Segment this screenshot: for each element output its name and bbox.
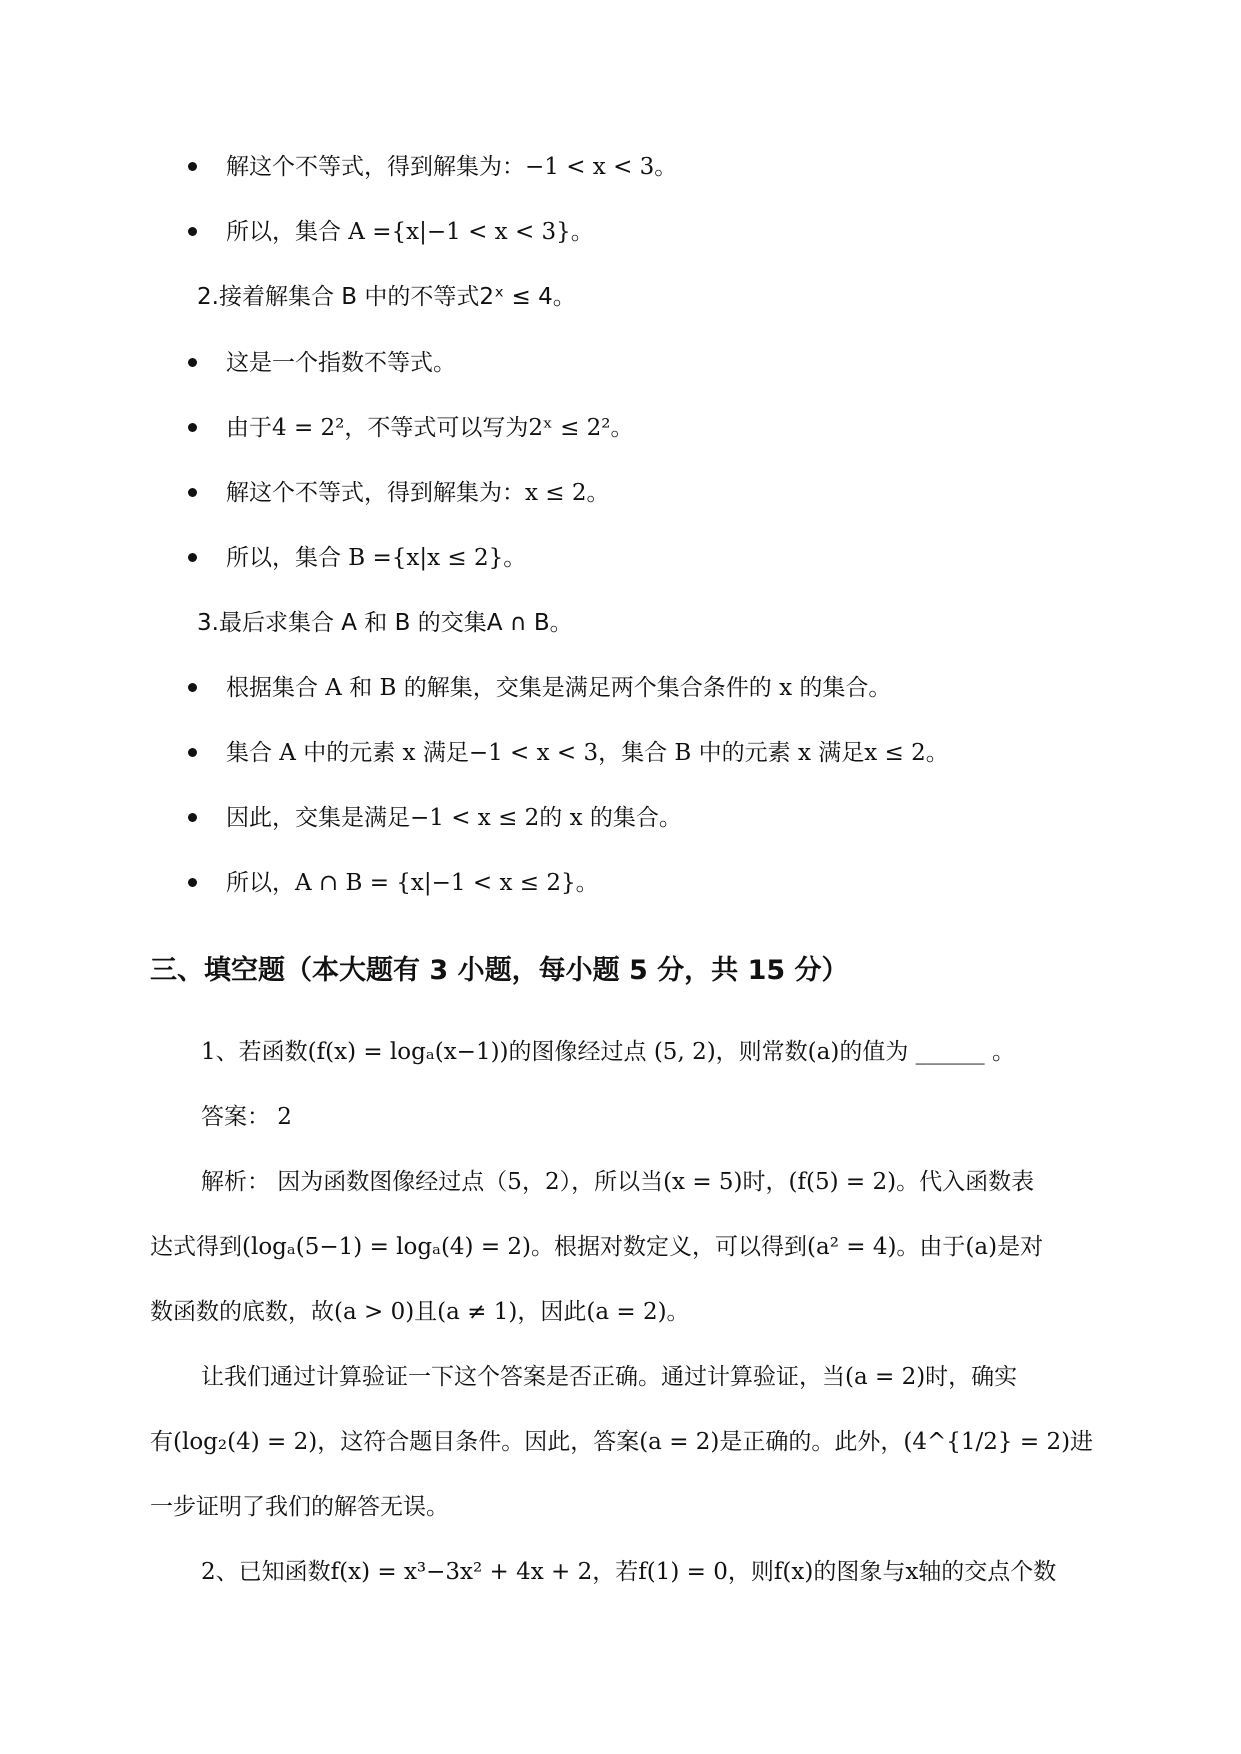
- analysis-line: 达式得到(logₐ(5−1) = logₐ(4) = 2)。根据对数定义，可以得到(a² = 4)。由于(a)是对: [150, 1234, 1044, 1260]
- list-item-text: 这是一个指数不等式。: [226, 350, 456, 376]
- list-item-text: 由于4 = 2²，不等式可以写为2ˣ ≤ 2²。: [226, 415, 634, 441]
- list-item-text: 解这个不等式，得到解集为：x ≤ 2。: [226, 480, 610, 506]
- bullet-icon: [188, 553, 197, 562]
- bullet-icon: [188, 683, 197, 692]
- step-heading-3: 3.最后求集合 A 和 B 的交集A ∩ B。: [197, 610, 573, 636]
- question-1-prompt: 1、若函数(f(x) = logₐ(x−1))的图像经过点 (5, 2)，则常数(a)的值为 ______ 。: [201, 1039, 1015, 1065]
- verify-line: 让我们通过计算验证一下这个答案是否正确。通过计算验证，当(a = 2)时，确实: [201, 1364, 1018, 1390]
- analysis-line: 数函数的底数，故(a > 0)且(a ≠ 1)，因此(a = 2)。: [150, 1299, 690, 1325]
- bullet-icon: [188, 878, 197, 887]
- bullet-icon: [188, 227, 197, 236]
- bullet-icon: [188, 423, 197, 432]
- bullet-icon: [188, 488, 197, 497]
- bullet-icon: [188, 748, 197, 757]
- verify-line: 有(log₂(4) = 2)，这符合题目条件。因此，答案(a = 2)是正确的。此外，(4^{1/2} = 2)进: [150, 1429, 1094, 1455]
- list-item-text: 所以，A ∩ B = {x|−1 < x ≤ 2}。: [226, 870, 599, 896]
- list-item-text: 集合 A 中的元素 x 满足−1 < x < 3，集合 B 中的元素 x 满足x ≤ 2。: [226, 740, 949, 766]
- list-item-text: 所以，集合 B ={x|x ≤ 2}。: [226, 545, 527, 571]
- bullet-icon: [188, 358, 197, 367]
- bullet-icon: [188, 813, 197, 822]
- question-1-answer: 答案： 2: [201, 1104, 292, 1130]
- verify-line: 一步证明了我们的解答无误。: [150, 1494, 449, 1520]
- step-heading-2: 2.接着解集合 B 中的不等式2ˣ ≤ 4。: [197, 284, 576, 310]
- bullet-icon: [188, 162, 197, 171]
- section-heading: 三、填空题（本大题有 3 小题，每小题 5 分，共 15 分）: [150, 955, 849, 986]
- list-item-text: 所以，集合 A ={x|−1 < x < 3}。: [226, 219, 594, 245]
- analysis-line: 解析： 因为函数图像经过点（5，2），所以当(x = 5)时，(f(5) = 2)。代入函数表: [201, 1169, 1035, 1195]
- list-item-text: 根据集合 A 和 B 的解集，交集是满足两个集合条件的 x 的集合。: [226, 675, 892, 701]
- list-item-text: 因此，交集是满足−1 < x ≤ 2的 x 的集合。: [226, 805, 682, 831]
- question-2-prompt: 2、已知函数f(x) = x³−3x² + 4x + 2，若f(1) = 0，则f(x)的图象与x轴的交点个数: [201, 1559, 1057, 1585]
- list-item-text: 解这个不等式，得到解集为：−1 < x < 3。: [226, 154, 678, 180]
